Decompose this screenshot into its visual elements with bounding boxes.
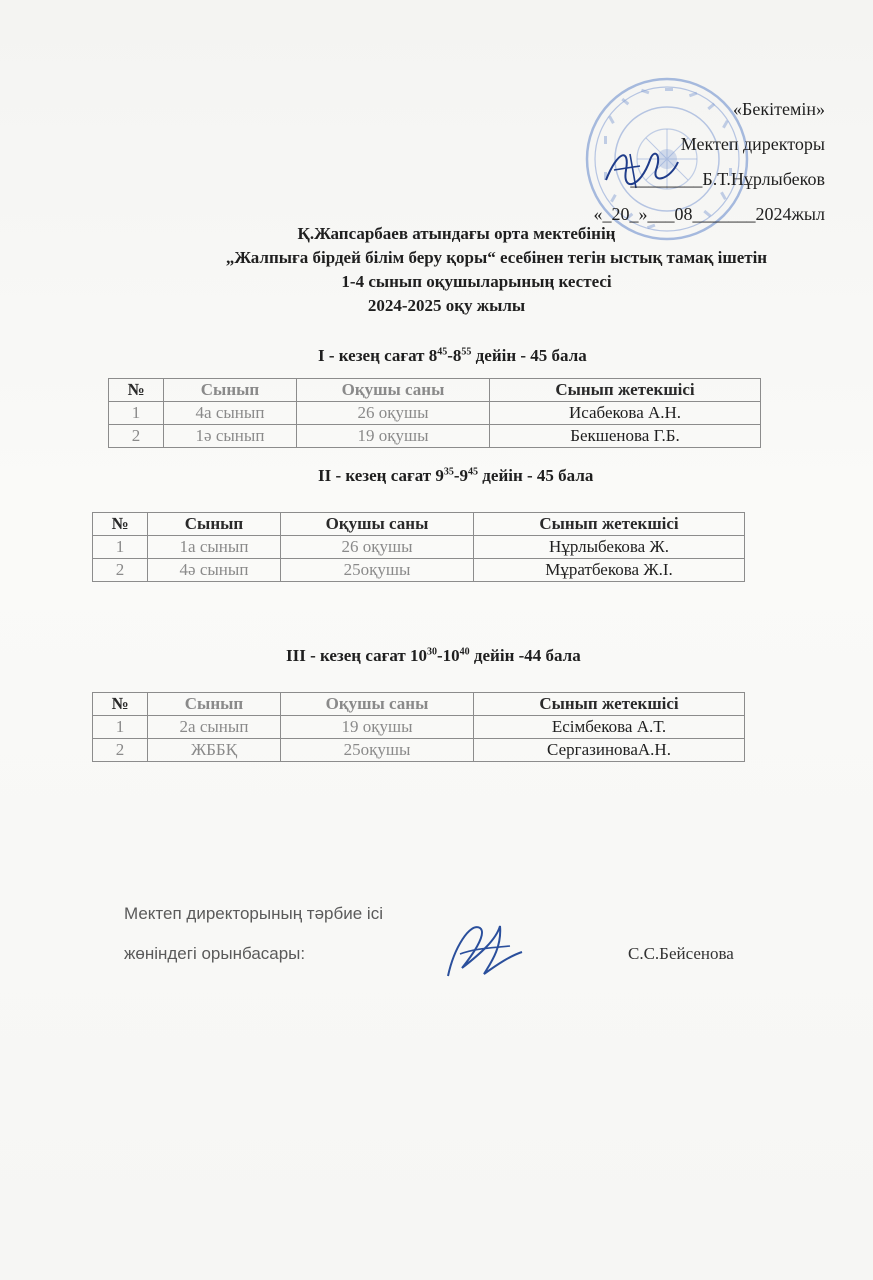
header-student-count: Оқушы саны (297, 379, 490, 402)
approval-line-3: ________Б.Т.Нұрлыбеков (630, 169, 825, 189)
title-line-2: „Жалпыға бірдей білім беру қоры“ есебінен тегін ыстық тамақ ішетін (225, 248, 768, 267)
header-student-count: Оқушы саны (281, 693, 474, 716)
period-2-start-minutes: 35 (443, 466, 454, 478)
period-3-label-pre: III - кезең сағат 10 (286, 646, 427, 665)
table-row (93, 559, 745, 582)
header-class: Сынып (148, 513, 281, 536)
row-class-teacher: СергазиноваА.Н. (474, 739, 745, 762)
footer-line-2: жөніндегі орынбасары: (124, 944, 306, 963)
row-number: 2 (93, 739, 148, 762)
row-class-teacher: Нұрлыбекова Ж. (474, 536, 745, 559)
row-class-teacher: Бекшенова Г.Б. (490, 425, 761, 448)
period-1-heading (318, 346, 587, 366)
row-student-count: 26 оқушы (297, 402, 490, 425)
approval-line-4: «_20_»___08_______2024жыл (593, 204, 825, 224)
header-class-teacher: Сынып жетекшісі (474, 693, 745, 716)
deputy-name: С.С.Бейсенова (628, 944, 734, 963)
title-line-1: Қ.Жапсарбаев атындағы орта мектебінің (297, 224, 616, 243)
row-class-teacher: Исабекова А.Н. (490, 402, 761, 425)
period-1-end-minutes: 55 (461, 346, 472, 358)
row-student-count: 19 оқушы (297, 425, 490, 448)
table-row (93, 739, 745, 762)
footer-line-1: Мектеп директорының тәрбие ісі (124, 904, 383, 923)
header-class: Сынып (148, 693, 281, 716)
period-2-heading (318, 466, 593, 486)
approval-line-1: «Бекітемін» (733, 99, 825, 119)
header-number: № (93, 513, 148, 536)
period-3-label-mid: -10 (436, 646, 460, 665)
period-3-end-minutes: 40 (459, 646, 470, 658)
row-class-teacher: Мұратбекова Ж.І. (474, 559, 745, 582)
period-1-label-mid: -8 (447, 346, 462, 365)
header-number: № (109, 379, 164, 402)
row-class: 4ә сынып (148, 559, 281, 582)
header-class: Сынып (164, 379, 297, 402)
period-2-label-pre: II - кезең сағат 9 (318, 466, 444, 485)
period-1-start-minutes: 45 (437, 346, 448, 358)
row-class: ЖББҚ (148, 739, 281, 762)
row-class: 4а сынып (164, 402, 297, 425)
header-class-teacher: Сынып жетекшісі (490, 379, 761, 402)
table-row (93, 536, 745, 559)
table-header-row (109, 379, 761, 402)
period-1-table (108, 378, 761, 448)
header-number: № (93, 693, 148, 716)
row-class: 2а сынып (148, 716, 281, 739)
period-2-label-post: дейін - 45 бала (478, 466, 594, 485)
approval-line-2: Мектеп директоры (680, 134, 825, 154)
row-number: 1 (93, 536, 148, 559)
row-class-teacher: Есімбекова А.Т. (474, 716, 745, 739)
period-2-end-minutes: 45 (468, 466, 479, 478)
row-student-count: 25оқушы (281, 559, 474, 582)
row-number: 1 (109, 402, 164, 425)
period-2-label-mid: -9 (453, 466, 469, 485)
period-2-table (92, 512, 745, 582)
period-3-table (92, 692, 745, 762)
table-row (93, 716, 745, 739)
table-header-row (93, 513, 745, 536)
row-student-count: 25оқушы (281, 739, 474, 762)
row-student-count: 19 оқушы (281, 716, 474, 739)
period-1-label-pre: I - кезең сағат 8 (318, 346, 438, 365)
header-class-teacher: Сынып жетекшісі (474, 513, 745, 536)
title-line-4: 2024-2025 оқу жылы (367, 296, 526, 315)
title-line-3: 1-4 сынып оқушыларының кестесі (341, 272, 612, 291)
row-number: 1 (93, 716, 148, 739)
row-class: 1а сынып (148, 536, 281, 559)
table-header-row (93, 693, 745, 716)
period-3-heading (286, 646, 581, 666)
approval-block (565, 92, 825, 232)
period-3-label-post: дейін -44 бала (469, 646, 581, 665)
row-student-count: 26 оқушы (281, 536, 474, 559)
row-number: 2 (93, 559, 148, 582)
document-title (0, 222, 873, 318)
row-class: 1ә сынып (164, 425, 297, 448)
deputy-signature (440, 918, 528, 984)
table-row (109, 425, 761, 448)
header-student-count: Оқушы саны (281, 513, 474, 536)
row-number: 2 (109, 425, 164, 448)
period-3-start-minutes: 30 (426, 646, 437, 658)
table-row (109, 402, 761, 425)
period-1-label-post: дейін - 45 бала (471, 346, 587, 365)
